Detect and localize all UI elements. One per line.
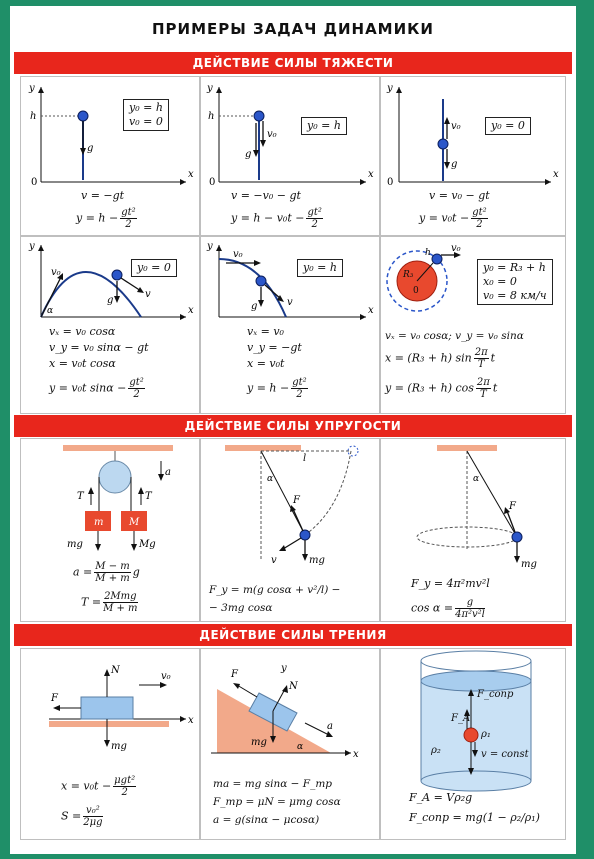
svg-text:x: x <box>368 169 374 180</box>
svg-text:α: α <box>47 306 54 316</box>
svg-text:a: a <box>327 721 333 732</box>
svg-text:g: g <box>451 159 458 170</box>
cell-angle-throw: y x v₀ α g v y₀ = 0 vₓ = v₀ cosα v_y = v₀ sinα − gt x = v₀t cosα y = v₀t sinα − $\frac{\text{gt²}}{2}$ <box>20 236 200 414</box>
svg-text:F: F <box>231 669 238 680</box>
svg-text:mg: mg <box>521 559 537 570</box>
svg-text:T: T <box>77 491 84 502</box>
svg-text:y: y <box>207 83 213 94</box>
cell-atwood-machine: T T mg Mg a m M a = $\frac{M - m}{M + m}$ g T = $\frac{\text{2Mmg}}{M + m}$ <box>20 438 200 622</box>
cell-incline: x N mg F a α y ma = mg sinα − F_тр F_тр = μN = μmg cosα a = g(sinα − μcosα) <box>200 648 380 840</box>
svg-text:α: α <box>267 474 274 484</box>
svg-text:h: h <box>208 111 215 122</box>
svg-text:0: 0 <box>209 177 216 188</box>
svg-text:mg: mg <box>309 555 325 566</box>
svg-text:v₀: v₀ <box>233 249 243 260</box>
svg-text:g: g <box>87 143 94 154</box>
svg-text:Mg: Mg <box>139 539 156 550</box>
section-header-gravity: ДЕЙСТВИЕ СИЛЫ ТЯЖЕСТИ <box>14 52 572 74</box>
svg-text:x: x <box>188 169 194 180</box>
svg-text:h: h <box>30 111 37 122</box>
svg-text:α: α <box>473 474 480 484</box>
section-header-friction: ДЕЙСТВИЕ СИЛЫ ТРЕНИЯ <box>14 624 572 646</box>
cell-horizontal-throw: y x v₀ g v y₀ = h vₓ = v₀ v_y = −gt x = v₀t y = h − $\frac{\text{gt²}}{2}$ <box>200 236 380 414</box>
svg-text:0: 0 <box>413 286 419 296</box>
svg-text:x: x <box>368 305 374 316</box>
svg-text:T: T <box>145 491 152 502</box>
svg-text:y: y <box>387 83 393 94</box>
svg-text:v₀: v₀ <box>267 129 277 140</box>
svg-text:α: α <box>297 742 304 752</box>
svg-text:R₃: R₃ <box>403 270 414 280</box>
svg-text:F: F <box>51 693 58 704</box>
svg-text:0: 0 <box>387 177 394 188</box>
cell-throw-up: y x 0 v₀ g y₀ = 0 v = v₀ − gt y = v₀t − $\frac{\text{gt²}}{2}$ <box>380 76 566 236</box>
svg-text:a: a <box>165 467 171 478</box>
svg-text:mg: mg <box>67 539 83 550</box>
svg-text:x: x <box>353 749 359 760</box>
svg-text:v₀: v₀ <box>51 267 61 278</box>
cell-sliding-block: x N mg F v₀ x = v₀t − $\frac{\text{μgt²}}{2}$ S = $\frac{\text{v₀²}}{2\mu g}$ <box>20 648 200 840</box>
cell-satellite: R₃ 0 v₀ h y₀ = R₃ + h x₀ = 0 v₀ = 8 км/ч vₓ = v₀ cosα; v_y = v₀ sinα x = (R₃ + h) sin $\frac{2\pi}{T}$ t y = (R₃ + h) cos $\frac{2\pi}{T}$ t <box>380 236 566 414</box>
svg-text:v₀: v₀ <box>451 243 461 254</box>
svg-text:y: y <box>29 241 35 252</box>
cell-conical-pendulum: F mg α F_y = 4π²mv²l cos α = $\frac{g}{\text{4π²v²l}}$ <box>380 438 566 622</box>
svg-text:N: N <box>111 665 120 676</box>
svg-text:y: y <box>29 83 35 94</box>
svg-text:0: 0 <box>31 177 38 188</box>
cell-pendulum: F mg v α l F_y = m(g cosα + v²/l) − − 3mg cosα <box>200 438 380 622</box>
svg-text:F: F <box>293 495 300 506</box>
svg-text:mg: mg <box>111 741 127 752</box>
cell-throw-down: y x h 0 v₀ g y₀ = h v = −v₀ − gt y = h − v₀t − $\frac{\text{gt²}}{2}$ <box>200 76 380 236</box>
svg-text:x: x <box>188 715 194 726</box>
svg-text:x: x <box>553 169 559 180</box>
svg-text:y: y <box>281 663 287 674</box>
svg-text:h: h <box>425 248 431 258</box>
poster <box>10 6 576 854</box>
svg-text:F: F <box>509 501 516 512</box>
svg-text:g: g <box>245 149 252 160</box>
svg-text:v: v <box>145 289 151 300</box>
svg-text:v₀: v₀ <box>161 671 171 682</box>
svg-text:N: N <box>289 681 298 692</box>
section-header-elastic: ДЕЙСТВИЕ СИЛЫ УПРУГОСТИ <box>14 415 572 437</box>
svg-text:mg: mg <box>251 737 267 748</box>
svg-text:v: v <box>287 297 293 308</box>
svg-text:x: x <box>188 305 194 316</box>
svg-text:g: g <box>251 301 258 312</box>
cell-ball-in-liquid: F_сопр F_A ρ₁ ρ₂ v = const F_A = Vρ₂g F_сопр = mg(1 − ρ₂/ρ₁) <box>380 648 566 840</box>
cell-free-fall: y x h 0 g y₀ = h v₀ = 0 v = −gt y = h − $\frac{\text{gt²}}{2}$ <box>20 76 200 236</box>
page-title: ПРИМЕРЫ ЗАДАЧ ДИНАМИКИ <box>152 20 434 38</box>
svg-text:g: g <box>107 295 114 306</box>
svg-text:y: y <box>207 241 213 252</box>
svg-text:v₀: v₀ <box>451 121 461 132</box>
svg-text:v: v <box>271 555 277 566</box>
